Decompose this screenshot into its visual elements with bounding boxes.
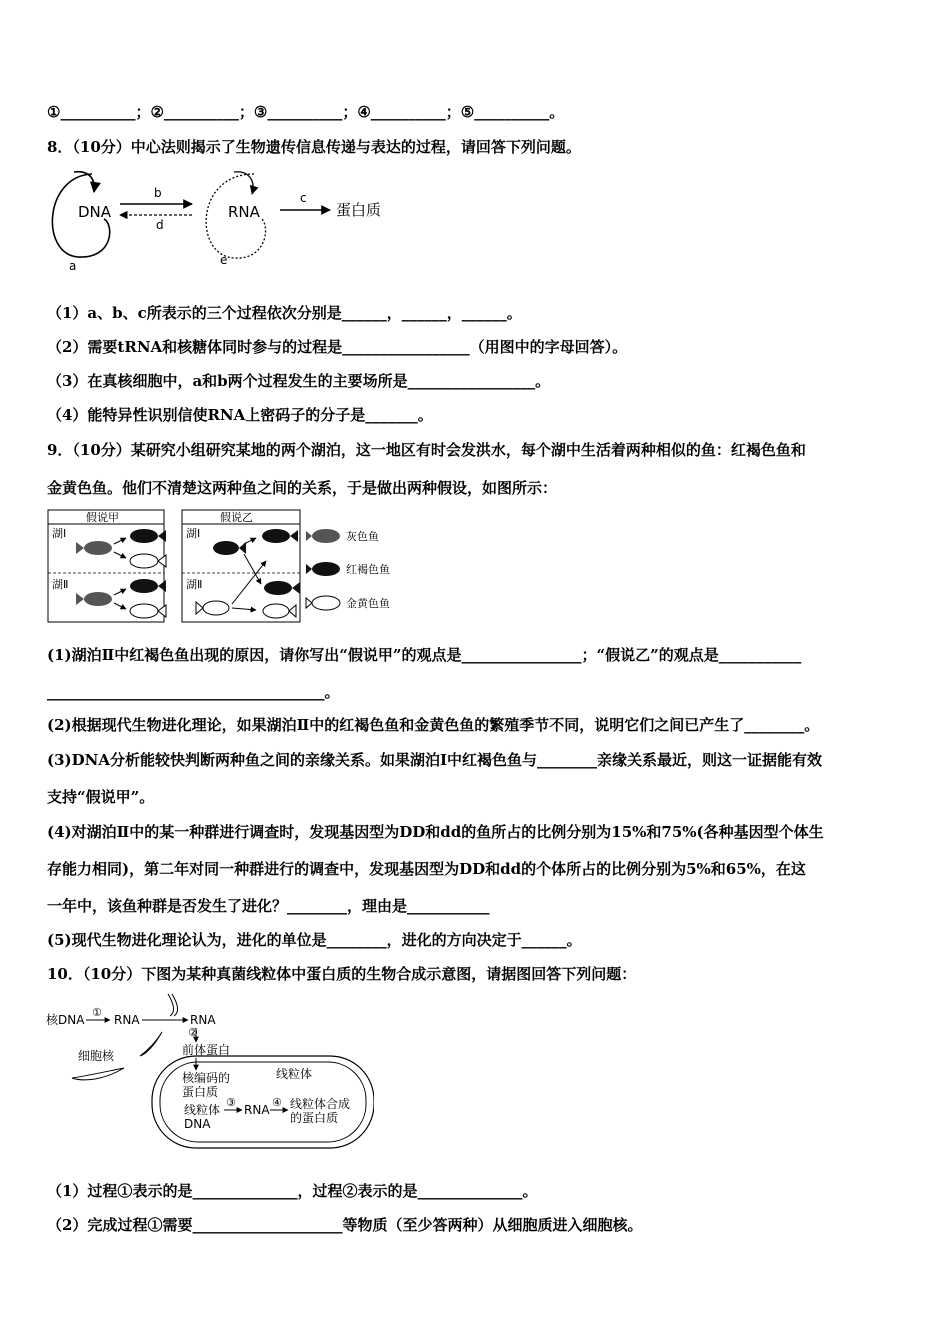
q8-sub2: （2）需要tRNA和核糖体同时参与的过程是_________________（用图中的字母回答）。 [47,338,628,356]
q9-sub5: (5)现代生物进化理论认为，进化的单位是________，进化的方向决定于______。 [47,931,582,949]
lake1-label-b: 湖Ⅰ [186,527,201,540]
q10-sub2: （2）完成过程①需要____________________等物质（至少答两种）从细胞质进入细胞核。 [47,1216,643,1234]
dna-label: DNA [78,203,112,221]
legend-gray-label: 灰色鱼 [346,530,379,543]
red-fish-icon [262,529,298,543]
label-b: b [154,186,162,200]
legend-gold-fish-icon [306,596,340,610]
q9-sub4-line2: 存能力相同)，第二年对同一种群进行的调查中，发现基因型为DD和dd的个体所占的比例分别为5%和65%，在这 [47,860,806,878]
q9-sub1-line1: (1)湖泊Ⅱ中红褐色鱼出现的原因，请你写出“假说甲”的观点是________________；“假说乙”的观点是___________ [47,646,802,664]
legend-red-fish-icon [306,562,340,576]
step4-label: ④ [272,1096,282,1109]
q10-sub1: （1）过程①表示的是______________，过程②表示的是______________。 [47,1182,538,1200]
nucleus-label: 细胞核 [78,1049,115,1063]
q9-sub3-line1: (3)DNA分析能较快判断两种鱼之间的亲缘关系。如果湖泊Ⅰ中红褐色鱼与________亲缘关系最近，则这一证据能有效 [47,751,823,769]
q8-sub4: （4）能特异性识别信使RNA上密码子的分子是_______。 [47,406,433,424]
q8-sub1: （1）a、b、c所表示的三个过程依次分别是______，______，______。 [47,304,522,322]
rna1-label: RNA [114,1013,140,1027]
lake2-label-a: 湖Ⅱ [52,578,69,591]
mt-dna-line2: DNA [184,1117,211,1131]
q9-sub1-line2: _____________________________________。 [47,683,340,701]
legend-gray-fish-icon [306,529,340,543]
nuc-encoded-protein-line2: 蛋白质 [182,1085,219,1099]
hypothesis-b-title: 假说乙 [220,511,253,524]
step3-label: ③ [226,1096,236,1109]
gold-fish-icon [196,601,229,615]
q9-sub2: (2)根据现代生物进化理论，如果湖泊Ⅱ中的红褐色鱼和金黄色鱼的繁殖季节不同，说明它们之间已产生了________。 [47,716,820,734]
rna-label: RNA [228,203,260,221]
red-fish-icon [264,581,300,595]
label-e: e [220,253,228,267]
legend-red-label: 红褐色鱼 [346,563,390,576]
red-fish-icon [130,529,166,543]
q10-header: 10．（10分）下图为某种真菌线粒体中蛋白质的生物合成示意图，请据图回答下列问题： [47,965,637,983]
q8-header: 8．（10分）中心法则揭示了生物遗传信息传递与表达的过程，请回答下列问题。 [47,138,581,156]
nuclear-membrane-top [168,994,174,1016]
mt-synth-protein-line1: 线粒体合成 [290,1097,351,1111]
gold-fish-icon [130,604,166,618]
gold-fish-icon [130,554,166,568]
mt-dna-line1: 线粒体 [184,1103,221,1117]
q9-header-line1: 9．（10分）某研究小组研究某地的两个湖泊，这一地区有时会发洪水，每个湖中生活着两种相似的鱼：红褐色鱼和 [47,441,806,459]
hypothesis-a-title: 假说甲 [86,511,119,524]
legend-gold-label: 金黄色鱼 [346,597,390,610]
label-a: a [69,259,77,273]
fish-hypothesis-diagram [46,506,416,626]
step2-label: ② [188,1026,198,1039]
q9-sub4-line3: 一年中，该鱼种群是否发生了进化？________，理由是___________ [47,897,490,915]
nuclear-membrane-bottom [140,1032,162,1056]
rna3-label: RNA [244,1103,270,1117]
mitochondrial-protein-synthesis-diagram [44,992,374,1152]
red-fish-icon [213,541,246,555]
lake1-label-a: 湖Ⅰ [52,527,67,540]
nuc-encoded-protein-line1: 核编码的 [182,1071,231,1085]
label-d: d [156,218,164,232]
label-c: c [300,191,307,205]
mitochondrion-label: 线粒体 [276,1067,313,1081]
q8-sub3: （3）在真核细胞中，a和b两个过程发生的主要场所是_________________。 [47,372,551,390]
gold-fish-icon [263,604,296,618]
nuclear-dna-label: 核DNA [46,1013,85,1027]
lake2-label-b: 湖Ⅱ [186,578,203,591]
gray-fish-icon [76,592,112,606]
red-fish-icon [130,579,166,593]
q9-header-line2: 金黄色鱼。他们不清楚这两种鱼之间的关系，于是做出两种假设，如图所示： [47,479,558,497]
q9-sub4-line1: (4)对湖泊Ⅱ中的某一种群进行调查时，发现基因型为DD和dd的鱼所占的比例分别为15%和75%(各种基因型个体生 [47,823,824,841]
q7-answer-blanks: ①__________；②__________；③__________；④__________；⑤__________。 [47,103,565,121]
protein-label: 蛋白质 [336,201,382,219]
central-dogma-diagram [44,164,404,274]
q9-sub3-line2: 支持“假说甲”。 [47,788,155,806]
mt-synth-protein-line2: 的蛋白质 [290,1111,339,1125]
precursor-protein-label: 前体蛋白 [182,1043,231,1057]
step1-label: ① [92,1006,102,1019]
gray-fish-icon [76,541,112,555]
rna2-label: RNA [190,1013,216,1027]
